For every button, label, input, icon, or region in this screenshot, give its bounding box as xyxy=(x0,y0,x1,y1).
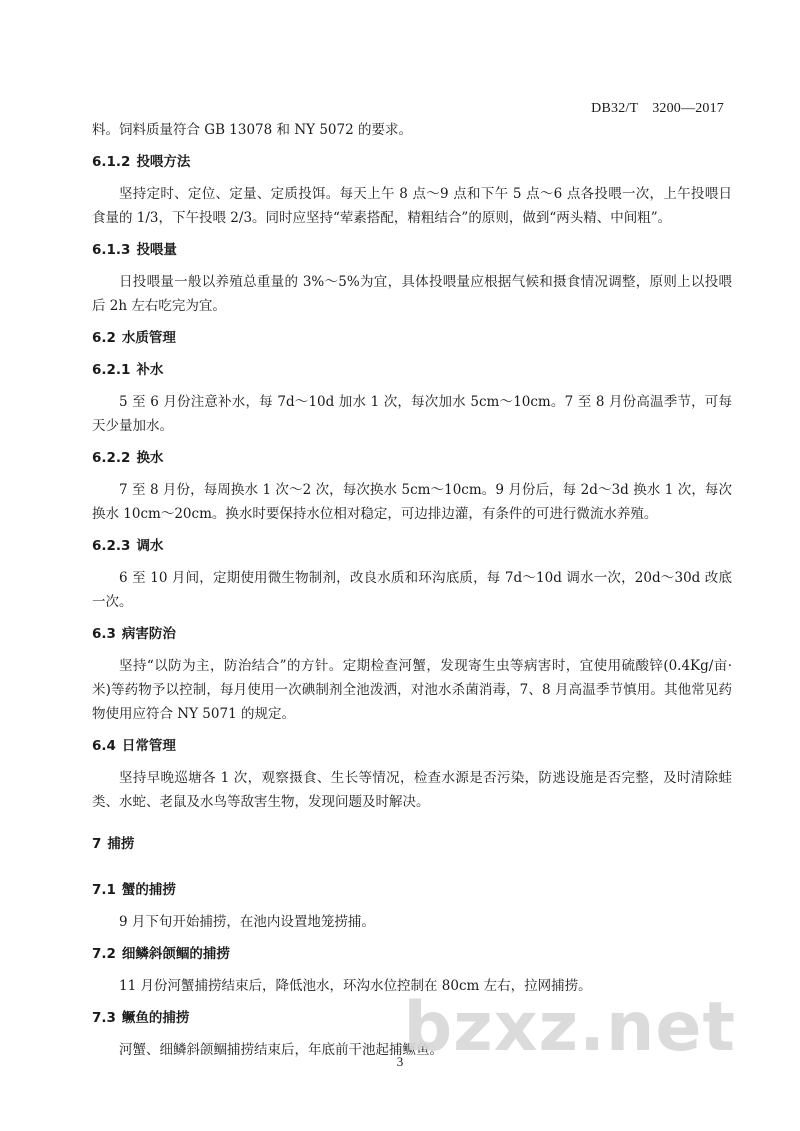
section-number: 6.3 xyxy=(92,626,116,642)
section-heading xyxy=(92,832,732,856)
section-title: 投喂方法 xyxy=(136,154,191,170)
paragraph: 5 至 6 月份注意补水，每 7d～10d 加水 1 次，每次加水 5cm～10cm。7 至 8 月份高温季节，可每天少量加水。 xyxy=(92,394,732,434)
paragraph: 河蟹、细鳞斜颌鲴捕捞结束后，年底前干池起捕鳜鱼。 xyxy=(119,1042,443,1058)
page-number: 3 xyxy=(396,1054,404,1069)
section-number: 6.2.1 xyxy=(92,362,131,378)
section-heading xyxy=(92,238,732,262)
section-number: 6.1.3 xyxy=(92,242,131,258)
section-number: 6.2 xyxy=(92,330,116,346)
section-number: 7.3 xyxy=(92,1010,116,1026)
section-title: 水质管理 xyxy=(121,330,176,346)
paragraph: 坚持“以防为主，防治结合”的方针。定期检查河蟹，发现寄生虫等病害时，宜使用硫酸锌(0.4Kg/亩·米)等药物予以控制，每月使用一次碘制剂全池泼洒，对池水杀菌消毒，7、8 月高温季节慎用。其他常见药物使用应符合 NY 5071 的规定。 xyxy=(92,658,732,722)
section-title: 补水 xyxy=(136,362,164,378)
section-heading xyxy=(92,358,732,382)
watermark: bzxz.net xyxy=(403,988,736,1067)
section-heading xyxy=(92,150,732,174)
section-heading xyxy=(92,446,732,470)
section-number: 6.4 xyxy=(92,738,116,754)
section-heading xyxy=(92,734,732,758)
section-title: 捕捞 xyxy=(107,836,135,852)
section-title: 换水 xyxy=(136,450,164,466)
section-number: 7.2 xyxy=(92,946,116,962)
section-heading xyxy=(92,326,732,350)
paragraph: 6 至 10 月间，定期使用微生物制剂，改良水质和环沟底质，每 7d～10d 调水一次，20d～30d 改底一次。 xyxy=(92,570,732,610)
section-heading xyxy=(92,534,732,558)
section-number: 6.2.3 xyxy=(92,538,131,554)
paragraph: 料。饲料质量符合 GB 13078 和 NY 5072 的要求。 xyxy=(92,122,412,138)
section-title: 调水 xyxy=(136,538,164,554)
section-heading xyxy=(92,878,732,902)
paragraph: 坚持早晚巡塘各 1 次，观察摄食、生长等情况，检查水源是否污染，防逃设施是否完整，及时清除蛙类、水蛇、老鼠及水鸟等敌害生物，发现问题及时解决。 xyxy=(92,770,732,810)
section-heading xyxy=(92,942,732,966)
section-title: 日常管理 xyxy=(121,738,176,754)
section-title: 细鳞斜颌鲴的捕捞 xyxy=(121,946,230,962)
section-number: 6.2.2 xyxy=(92,450,131,466)
document-body xyxy=(92,118,732,1070)
section-title: 蟹的捕捞 xyxy=(121,882,176,898)
section-number: 6.1.2 xyxy=(92,154,131,170)
paragraph: 7 至 8 月份，每周换水 1 次～2 次，每次换水 5cm～10cm。9 月份后，每 2d～3d 换水 1 次，每次换水 10cm～20cm。换水时要保持水位相对稳定，可边排边灌，有条件的可进行微流水养殖。 xyxy=(92,482,732,522)
paragraph: 9 月下旬开始捕捞，在池内设置地笼捞捕。 xyxy=(119,914,375,930)
paragraph: 坚持定时、定位、定量、定质投饵。每天上午 8 点～9 点和下午 5 点～6 点各投喂一次，上午投喂日食量的 1/3，下午投喂 2/3。同时应坚持“荤素搭配，精粗结合”的原则，做到“两头精、中间粗”。 xyxy=(92,186,732,226)
section-title: 投喂量 xyxy=(136,242,177,258)
document-code: DB32/T 3200—2017 xyxy=(591,101,724,116)
section-heading xyxy=(92,622,732,646)
section-number: 7 xyxy=(92,836,102,852)
paragraph: 11 月份河蟹捕捞结束后，降低池水，环沟水位控制在 80cm 左右，拉网捕捞。 xyxy=(119,978,592,994)
section-number: 7.1 xyxy=(92,882,116,898)
section-title: 病害防治 xyxy=(121,626,176,642)
paragraph: 日投喂量一般以养殖总重量的 3%～5%为宜，具体投喂量应根据气候和摄食情况调整，原则上以投喂后 2h 左右吃完为宜。 xyxy=(92,274,732,314)
section-title: 鳜鱼的捕捞 xyxy=(121,1010,190,1026)
